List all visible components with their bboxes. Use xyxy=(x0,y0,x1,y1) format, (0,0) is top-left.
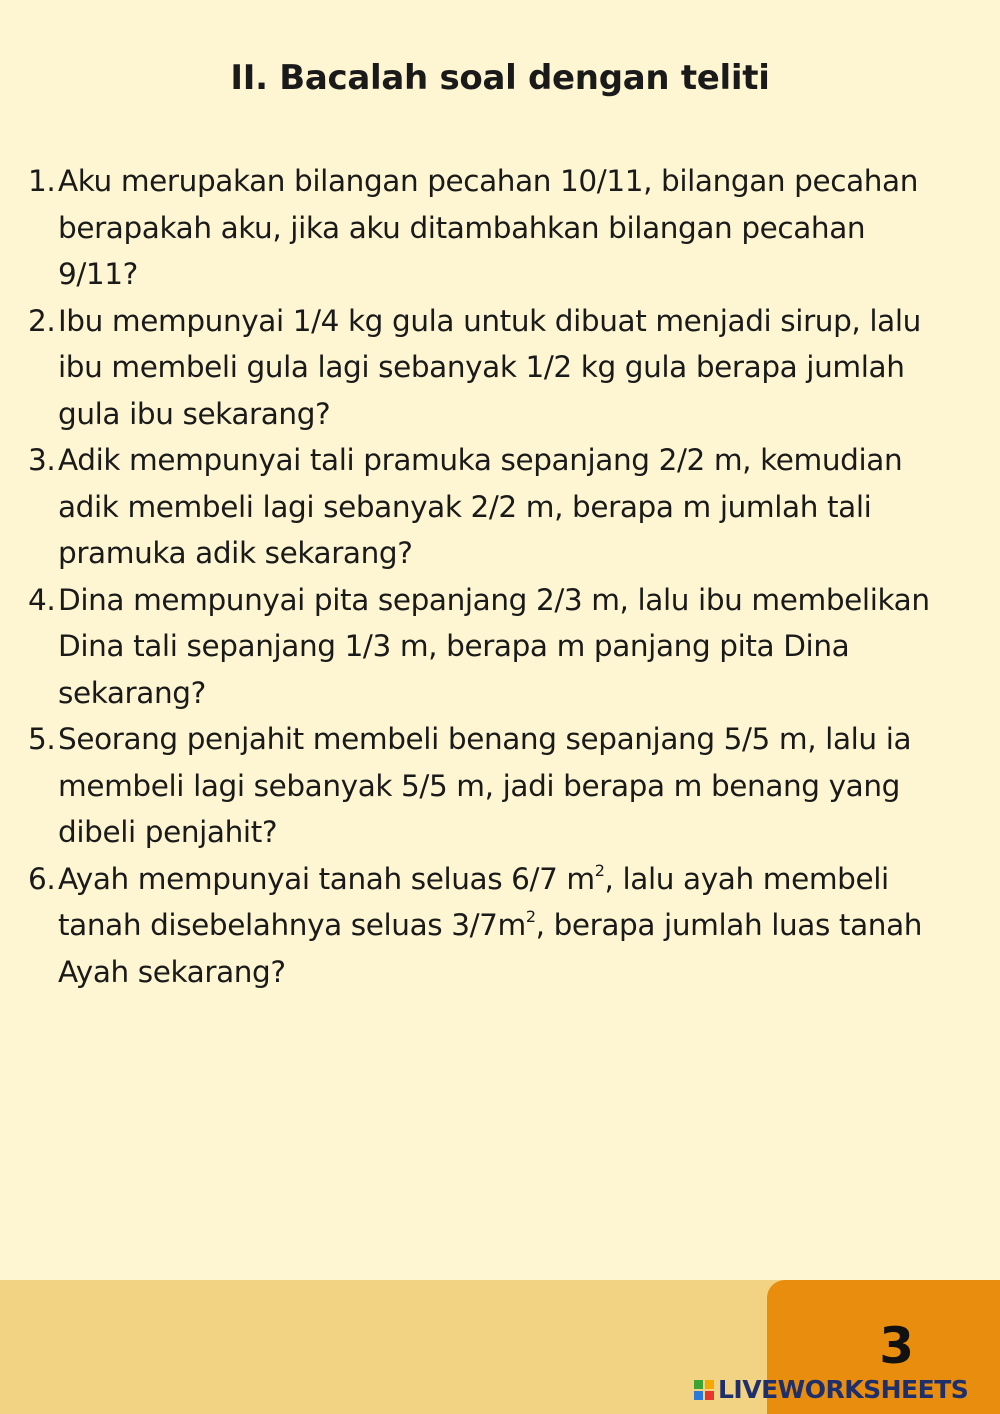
question-text-line: membeli lagi sebanyak 5/5 m, jadi berapa m benang yang xyxy=(58,768,900,803)
logo-square xyxy=(705,1380,714,1389)
question-text-line: Dina mempunyai pita sepanjang 2/3 m, lalu ibu membelikan xyxy=(58,582,930,617)
question-text-line: Adik mempunyai tali pramuka sepanjang 2/2 m, kemudian xyxy=(58,443,903,477)
question-2 xyxy=(28,298,1000,438)
page-title: II. Bacalah soal dengan teliti xyxy=(230,58,770,98)
question-text-line: gula ibu sekarang? xyxy=(58,396,331,431)
question-text-line: 9/11? xyxy=(58,257,138,291)
question-text-segment: , berapa jumlah luas tanah xyxy=(535,908,923,942)
question-text-line: adik membeli lagi sebanyak 2/2 m, berapa m jumlah tali xyxy=(58,489,872,524)
question-text-line: Ibu mempunyai 1/4 kg gula untuk dibuat menjadi sirup, lalu xyxy=(58,303,921,338)
question-text-line: ibu membeli gula lagi sebanyak 1/2 kg gula berapa jumlah xyxy=(58,350,905,384)
question-list xyxy=(28,158,1000,995)
question-number: 1. xyxy=(28,164,56,198)
question-text-line xyxy=(58,856,1000,903)
question-3 xyxy=(28,437,1000,577)
logo-square xyxy=(705,1391,714,1400)
question-number: 6. xyxy=(28,861,56,896)
question-text-line: Seorang penjahit membeli benang sepanjang 5/5 m, lalu ia xyxy=(58,722,912,756)
liveworksheets-logo-icon xyxy=(693,1379,715,1401)
question-text-line: pramuka adik sekarang? xyxy=(58,536,413,570)
question-number: 2. xyxy=(28,303,56,338)
question-4 xyxy=(28,577,1000,717)
question-number: 3. xyxy=(28,443,56,477)
question-text-segment: Ayah mempunyai tanah seluas 6/7 m xyxy=(58,861,595,896)
question-1 xyxy=(28,158,1000,298)
superscript: 2 xyxy=(594,860,605,880)
question-text-segment: tanah disebelahnya seluas 3/7m xyxy=(58,908,526,942)
question-text-line: Ayah sekarang? xyxy=(58,954,286,989)
brand-name: LIVEWORKSHEETS xyxy=(718,1375,969,1404)
question-text-segment: , lalu ayah membeli xyxy=(604,861,889,896)
question-number: 5. xyxy=(28,722,56,756)
question-text-line: dibeli penjahit? xyxy=(58,815,278,849)
question-text-line: Aku merupakan bilangan pecahan 10/11, bilangan pecahan xyxy=(58,164,919,198)
question-6 xyxy=(28,856,1000,996)
question-5 xyxy=(28,716,1000,856)
question-text-line: berapakah aku, jika aku ditambahkan bilangan pecahan xyxy=(58,210,866,245)
question-text-line xyxy=(58,902,1000,949)
question-text-line: Dina tali sepanjang 1/3 m, berapa m panjang pita Dina xyxy=(58,629,850,663)
question-text-line: sekarang? xyxy=(58,675,206,710)
logo-square xyxy=(694,1391,703,1400)
question-number: 4. xyxy=(28,582,56,617)
page-number: 3 xyxy=(879,1317,914,1375)
logo-square xyxy=(694,1380,703,1389)
superscript: 2 xyxy=(525,907,536,926)
brand-watermark xyxy=(693,1374,968,1406)
